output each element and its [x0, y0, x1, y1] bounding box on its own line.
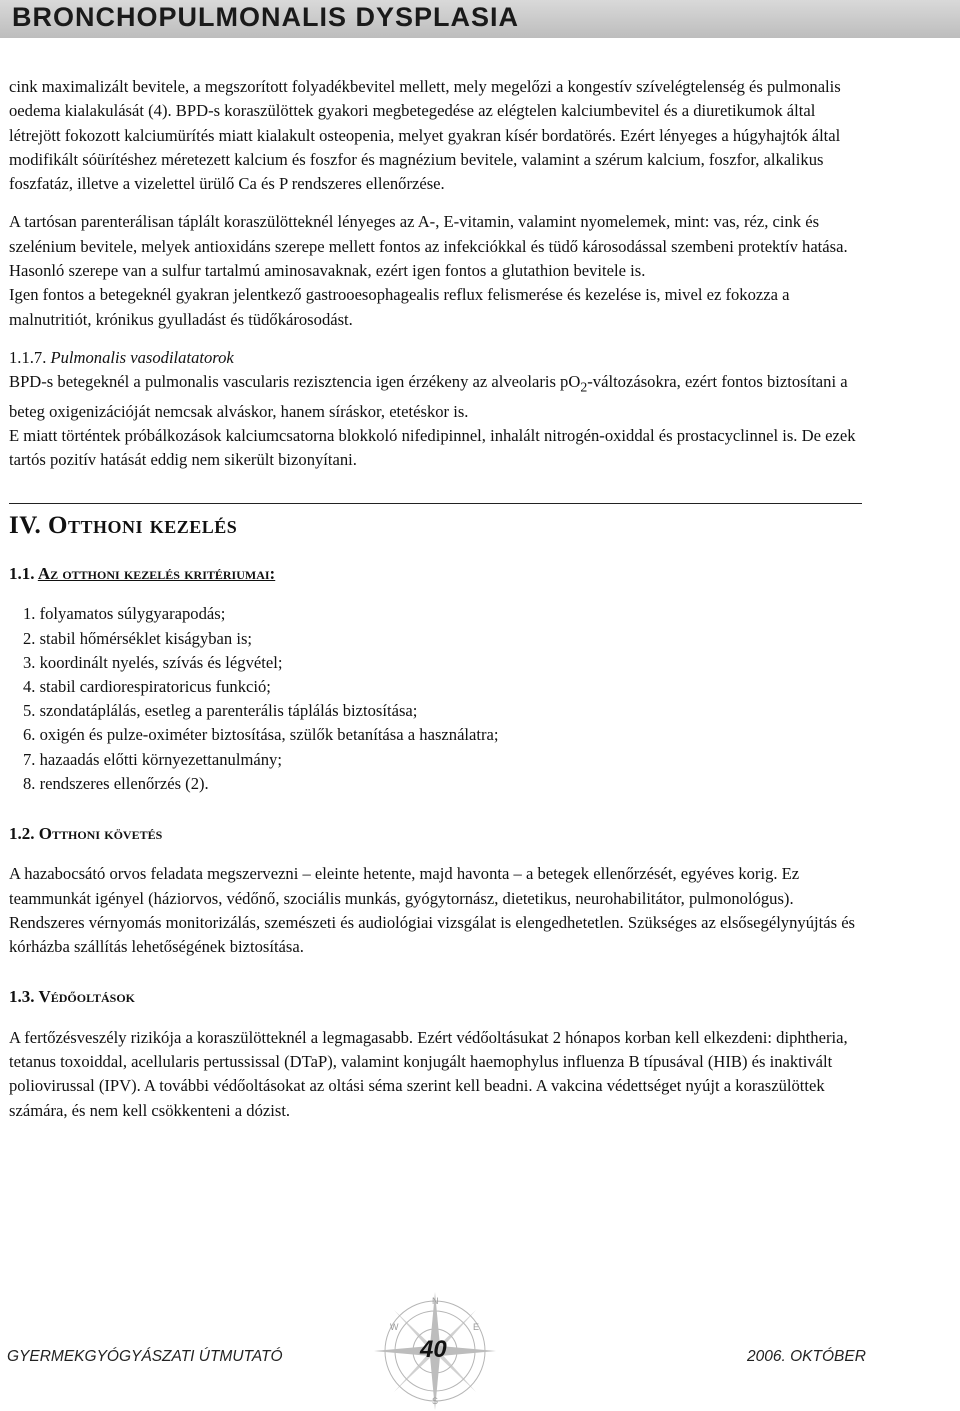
compass-west-label: W — [390, 1322, 399, 1332]
running-header-title: BRONCHOPULMONALIS DYSPLASIA — [12, 2, 520, 32]
followup-heading — [9, 822, 869, 846]
vaccination-heading-number: 1.3. — [9, 987, 39, 1007]
compass-north-label: N — [432, 1296, 439, 1306]
intro-paragraph-1: cink maximalizált bevitele, a megszorított folyadékbevitel mellett, mely megelőzi a kongestív szívelégtelenség és pulmonalis oedema kialakulását (4). BPD-s koraszülöttek gyakori megbetegedése az elégtelen kalciumbevitel és a diuretikumok által létrejött fokozott kalciumürítés miatt kialakult osteopenia, melyet gyakran kísér bordatörés. Ezért lényeges a húgyhajtók által modifikált sóürítéshez méretezett kalcium és foszfor és magnézium bevitele, valamint a szérum kalcium, foszfor, alkalikus foszfatáz, illetve a vizelettel ürülő Ca és P rendszeres ellenőrzése. — [9, 77, 841, 194]
followup-heading-number: 1.2. — [9, 823, 39, 843]
vasodilator-paragraph-2: E miatt történtek próbálkozások kalciumcsatorna blokkoló nifedipinnel, inhalált nitrogén-oxiddal és prostacyclinnel is. De ezek tartós pozitív hatását eddig nem sikerült bizonyítani. — [9, 426, 856, 470]
vaccination-paragraph: A fertőzésveszély rizikója a koraszülötteknél a legmagasabb. Ezért védőoltásukat 2 hónapos korban kell elkezdeni: diphtheria, tetanus toxoiddal, acellularis pertussissal (DTaP), valamint konjugált haemophylus influenza B típusával (HIB) és inaktivált poliovirussal (IPV). A további védőoltásokat az oltási séma szerint kell beadni. A vakcina védettséget nyújt a koraszülöttek számára, és nem kell csökkenteni a dózist. — [9, 1027, 848, 1120]
criteria-heading-title: Az otthoni kezelés kritériumai: — [37, 564, 276, 584]
compass-south-label: S — [432, 1396, 439, 1406]
followup-heading-title: Otthoni követés — [38, 823, 163, 843]
intro-paragraph-2: A tartósan parenterálisan táplált koraszülötteknél lényeges az A-, E-vitamin, valamint nyomelemek, mint: vas, réz, cink és szelénium bevitele, melyek antioxidáns szerepe mellett fontos az infekciókkal és tüdő károsodással szembeni protektív hatása. Hasonló szerepe van a sulfur tartalmú aminosavaknak, ezért igen fontos a glutathion bevitele is. — [9, 212, 848, 281]
vasodilator-subheading — [9, 346, 869, 370]
list-item: 4. stabil cardiorespiratoricus funkció; — [23, 676, 271, 696]
criteria-heading — [9, 562, 869, 586]
vasodilator-subheading-title: Pulmonalis vasodilatatorok — [50, 347, 234, 367]
header-bar — [0, 0, 960, 38]
list-item: 3. koordinált nyelés, szívás és légvétel; — [23, 652, 283, 672]
vasodilator-p1-text: BPD-s betegeknél a pulmonalis vascularis rezisztencia igen érzékeny az alveolaris pO — [9, 372, 581, 392]
compass-east-label: E — [473, 1322, 480, 1332]
footer-date: 2006. OKTÓBER — [747, 1348, 866, 1365]
followup-paragraph: A hazabocsátó orvos feladata megszervezni – eleinte hetente, majd havonta – a betegek ellenőrzését, egyéves korig. Ez teammunkát igényel (háziorvos, védőnő, szociális munkás, gyógytornász, dietetikus, neurohabilitátor, pulmonológus). Rendszeres vérnyomás monitorizálás, szemészeti és audiológiai vizsgálat is elengedhetetlen. Szükséges az elsősegélynyújtás és kórházba szállítás lehetőségének biztosítása. — [9, 864, 856, 957]
footer-publication-title: GYERMEKGYÓGYÁSZATI ÚTMUTATÓ — [7, 1348, 283, 1365]
page-footer — [0, 1338, 960, 1378]
vasodilator-subheading-number: 1.1.7. — [9, 347, 51, 367]
list-item: 5. szondatáplálás, esetleg a parenterális táplálás biztosítása; — [23, 701, 418, 721]
vasodilator-p1-text-after: -változásokra, ezért fontos biztosítani a beteg oxigenizációját nemcsak alváskor, hanem síráskor, etetéskor is. — [9, 372, 848, 421]
list-item: 1. folyamatos súlygyarapodás; — [23, 604, 226, 624]
intro-paragraph-3: Igen fontos a betegeknél gyakran jelentkező gastrooesophagealis reflux felismerése és kezelése is, mivel ez fokozza a malnutritiót, krónikus gyulladást és tüdőkárosodást. — [9, 285, 790, 329]
list-item: 6. oxigén és pulze-oximéter biztosítása, szülők betanítása a használatra; — [23, 725, 499, 745]
criteria-heading-number: 1.1. — [9, 564, 38, 584]
vasodilator-paragraph-1 — [9, 370, 869, 424]
vaccination-heading-title: Védőoltások — [38, 987, 135, 1007]
vasodilator-p1-subscript: 2 — [580, 379, 588, 395]
list-item: 2. stabil hőmérséklet kiságyban is; — [23, 628, 253, 648]
criteria-list — [23, 602, 869, 796]
chapter-heading: IV. Otthoni kezelés — [9, 511, 238, 539]
list-item: 7. hazaadás előtti környezettanulmány; — [23, 749, 282, 769]
page-number: 40 — [420, 1336, 447, 1363]
vaccination-heading — [9, 985, 869, 1009]
list-item: 8. rendszeres ellenőrzés (2). — [23, 773, 209, 793]
section-divider — [9, 503, 862, 504]
page-content — [9, 75, 869, 1123]
